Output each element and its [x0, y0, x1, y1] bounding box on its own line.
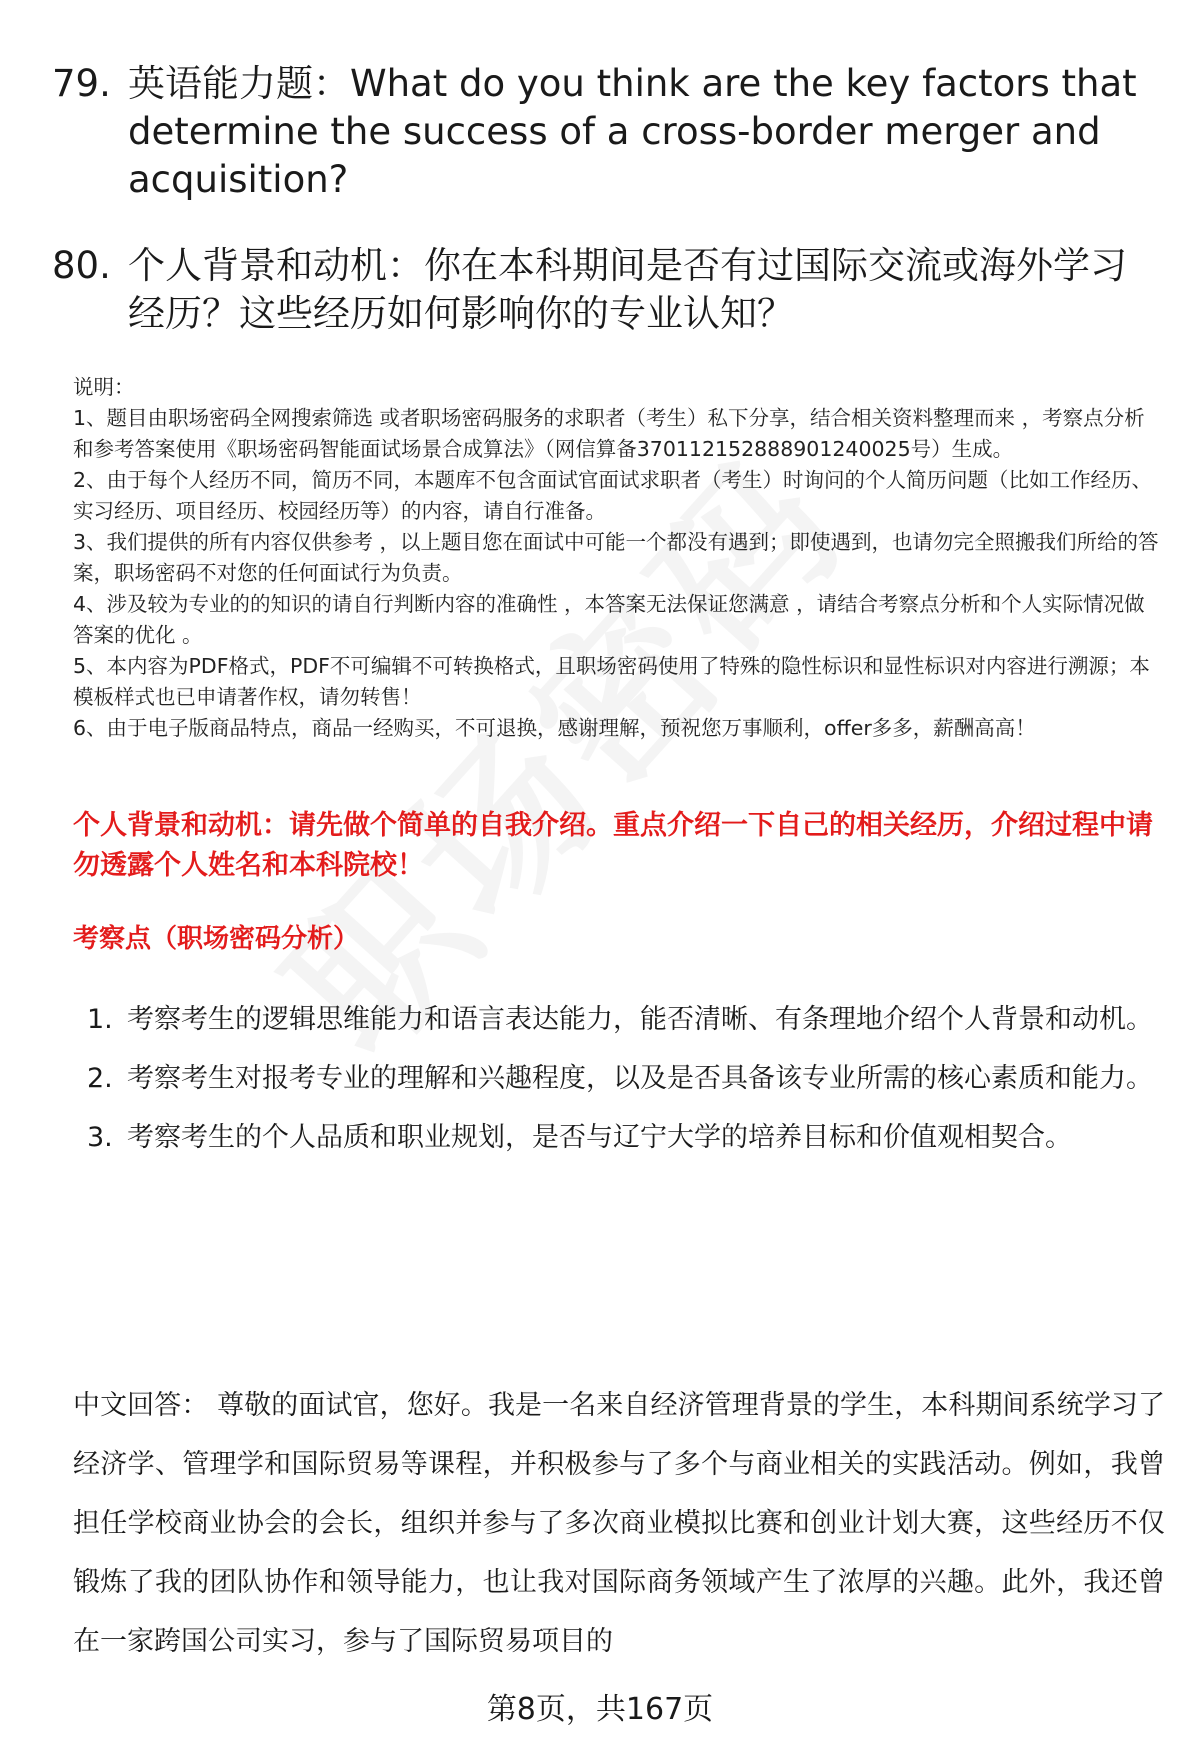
list-item	[73, 1049, 1163, 1108]
note-item: 6、由于电子版商品特点，商品一经购买，不可退换，感谢理解，预祝您万事顺利，offer多多，薪酬高高！	[73, 716, 1036, 740]
point-number: 2.	[87, 1063, 113, 1094]
interview-prompt: 个人背景和动机：请先做个简单的自我介绍。重点介绍一下自己的相关经历，介绍过程中请勿透露个人姓名和本科院校！	[73, 810, 1153, 881]
point-text: 考察考生对报考专业的理解和兴趣程度，以及是否具备该专业所需的核心素质和能力。	[127, 1063, 1153, 1094]
note-item: 5、本内容为PDF格式，PDF不可编辑不可转换格式，且职场密码使用了特殊的隐性标识和显性标识对内容进行溯源；本模板样式也已申请著作权，请勿转售！	[73, 654, 1150, 709]
note-item: 2、由于每个人经历不同，简历不同，本题库不包含面试官面试求职者（考生）时询问的个人简历问题（比如工作经历、实习经历、项目经历、校园经历等）的内容，请自行准备。	[73, 468, 1153, 523]
point-text: 考察考生的逻辑思维能力和语言表达能力，能否清晰、有条理地介绍个人背景和动机。	[127, 1004, 1153, 1035]
note-item: 1、题目由职场密码全网搜索筛选 或者职场密码服务的求职者（考生）私下分享，结合相关资料整理而来 ，考察点分析和参考答案使用《职场密码智能面试场景合成算法》（网信算备370112152888901240025号）生成。	[73, 406, 1145, 461]
point-number: 3.	[87, 1122, 113, 1153]
analysis-title: 考察点（职场密码分析）	[73, 924, 360, 954]
analysis-points	[73, 990, 1163, 1167]
question-text: 个人背景和动机：你在本科期间是否有过国际交流或海外学习经历？这些经历如何影响你的专业认知？	[128, 244, 1127, 335]
question-80	[52, 242, 1162, 338]
question-number: 80.	[52, 244, 111, 287]
question-text: 英语能力题：What do you think are the key factors that determine the success of a cross-border merger and acquisition?	[128, 62, 1137, 201]
question-number: 79.	[52, 62, 111, 105]
disclaimer-notes	[73, 372, 1163, 744]
page-number: 第8页，共167页	[486, 1692, 714, 1727]
notes-heading: 说明：	[73, 375, 135, 399]
point-number: 1.	[87, 1004, 113, 1035]
point-text: 考察考生的个人品质和职业规划，是否与辽宁大学的培养目标和价值观相契合。	[127, 1122, 1072, 1153]
chinese-answer: 中文回答： 尊敬的面试官，您好。我是一名来自经济管理背景的学生，本科期间系统学习了经济学、管理学和国际贸易等课程，并积极参与了多个与商业相关的实践活动。例如，我曾担任学校商业协会的会长，组织并参与了多次商业模拟比赛和创业计划大赛，这些经历不仅锻炼了我的团队协作和领导能力，也让我对国际商务领域产生了浓厚的兴趣。此外，我还曾在一家跨国公司实习，参与了国际贸易项目的	[73, 1390, 1165, 1657]
list-item	[73, 990, 1163, 1049]
note-item: 3、我们提供的所有内容仅供参考 ，以上题目您在面试中可能一个都没有遇到；即使遇到，也请勿完全照搬我们所给的答案，职场密码不对您的任何面试行为负责。	[73, 530, 1159, 585]
question-79	[52, 60, 1162, 204]
note-item: 4、涉及较为专业的的知识的请自行判断内容的准确性 ，本答案无法保证您满意 ，请结合考察点分析和个人实际情况做答案的优化 。	[73, 592, 1145, 647]
list-item	[73, 1108, 1163, 1167]
